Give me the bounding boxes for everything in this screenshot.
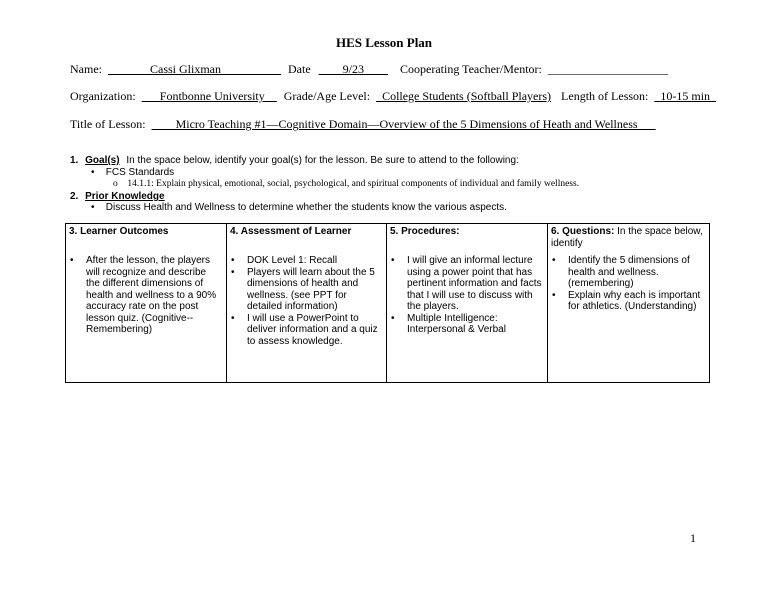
learner-outcomes-list bbox=[66, 255, 226, 336]
goal-item-1 bbox=[70, 155, 519, 166]
list-item: • Multiple Intelligence: Interpersonal & Verbal bbox=[391, 312, 506, 335]
info-line-1 bbox=[70, 62, 668, 77]
organization-label: Organization: bbox=[70, 89, 136, 103]
goal-sub-bullet bbox=[113, 179, 579, 189]
list-item: • After the lesson, the players will recognize and describe the different dimensions of health and wellness to a 90% accuracy rate on the post lesson quiz. (Cognitive--Remembering) bbox=[70, 255, 217, 335]
organization-value: ___Fontbonne University__ bbox=[141, 89, 277, 103]
assessment-list bbox=[227, 255, 386, 347]
bullet-icon: • bbox=[552, 289, 556, 301]
list-item: • I will use a PowerPoint to deliver information and a quiz to assess knowledge. bbox=[231, 312, 378, 347]
page-title: HES Lesson Plan bbox=[335, 35, 433, 50]
list-item: • Explain why each is important for athletics. (Understanding) bbox=[552, 289, 701, 312]
bullet-icon: • bbox=[552, 255, 556, 266]
prior-knowledge-heading: Prior Knowledge bbox=[85, 191, 165, 202]
length-label: Length of Lesson: bbox=[561, 89, 649, 103]
goal-text: In the space below, identify your goal(s) for the lesson. Be sure to attend to the following: bbox=[126, 155, 519, 166]
lesson-title-label: Title of Lesson: bbox=[70, 117, 146, 131]
length-value: _10-15 min_ bbox=[654, 89, 717, 103]
grade-value: _College Students (Softball Players) bbox=[376, 89, 552, 103]
name-label: Name: bbox=[70, 62, 102, 76]
info-line-2 bbox=[70, 89, 716, 104]
goal-bullet-text: FCS Standards bbox=[105, 167, 175, 178]
bullet-icon: • bbox=[391, 312, 395, 324]
info-line-3 bbox=[70, 117, 656, 132]
bullet-icon: • bbox=[91, 167, 95, 178]
list-item: • Identify the 5 dimensions of health and wellness. (remembering) bbox=[552, 255, 690, 289]
procedures-column bbox=[387, 224, 548, 383]
goal-sub-bullet-text: 14.1.1: Explain physical, emotional, social, psychological, and spiritual components of individual and family wellness. bbox=[127, 179, 580, 189]
grade-label: Grade/Age Level: bbox=[283, 89, 371, 103]
procedures-header: 5. Procedures: bbox=[390, 226, 460, 237]
mentor-label: Cooperating Teacher/Mentor: bbox=[400, 62, 542, 76]
learner-outcomes-column bbox=[66, 224, 227, 383]
bullet-icon: • bbox=[231, 266, 235, 278]
lesson-table bbox=[65, 223, 710, 383]
goal-bullet bbox=[91, 167, 174, 178]
prior-knowledge-bullet bbox=[91, 202, 507, 213]
bullet-icon: • bbox=[231, 255, 235, 266]
questions-list bbox=[548, 255, 709, 313]
lesson-title-value: ____Micro Teaching #1—Cognitive Domain—Overview of the 5 Dimensions of Heath and Wellness___ bbox=[151, 117, 656, 131]
bullet-icon: • bbox=[391, 255, 395, 266]
learner-outcomes-header: 3. Learner Outcomes bbox=[69, 226, 169, 237]
mentor-value: ____________________ bbox=[547, 62, 668, 76]
bullet-icon: • bbox=[91, 202, 95, 213]
prior-knowledge-text: Discuss Health and Wellness to determine whether the students know the various aspects. bbox=[105, 202, 507, 213]
list-item: • I will give an informal lecture using a power point that has pertinent information and facts that I will use to discuss with the players. bbox=[391, 255, 542, 312]
list-item: • Players will learn about the 5 dimensions of health and wellness. (see PPT for detailed information) bbox=[231, 266, 375, 312]
bullet-icon: • bbox=[231, 312, 235, 324]
procedures-list bbox=[387, 255, 547, 336]
prior-knowledge-item bbox=[70, 191, 165, 202]
page-number: 1 bbox=[690, 531, 696, 545]
list-item: • DOK Level 1: Recall bbox=[231, 255, 338, 266]
goal-heading: Goal(s) bbox=[85, 155, 120, 166]
assessment-header: 4. Assessment of Learner bbox=[230, 226, 352, 237]
prior-knowledge-number: 2. bbox=[70, 191, 79, 202]
assessment-column bbox=[227, 224, 387, 383]
name-value: _______Cassi Glixman__________ bbox=[108, 62, 281, 76]
date-label: Date bbox=[288, 62, 311, 76]
questions-header: 6. Questions: In the space below, identify bbox=[551, 226, 703, 249]
bullet-icon: • bbox=[70, 255, 74, 266]
date-value: ____9/23____ bbox=[318, 62, 388, 76]
questions-column bbox=[548, 224, 710, 383]
goal-number: 1. bbox=[70, 155, 79, 166]
sub-bullet-icon: o bbox=[113, 179, 118, 189]
